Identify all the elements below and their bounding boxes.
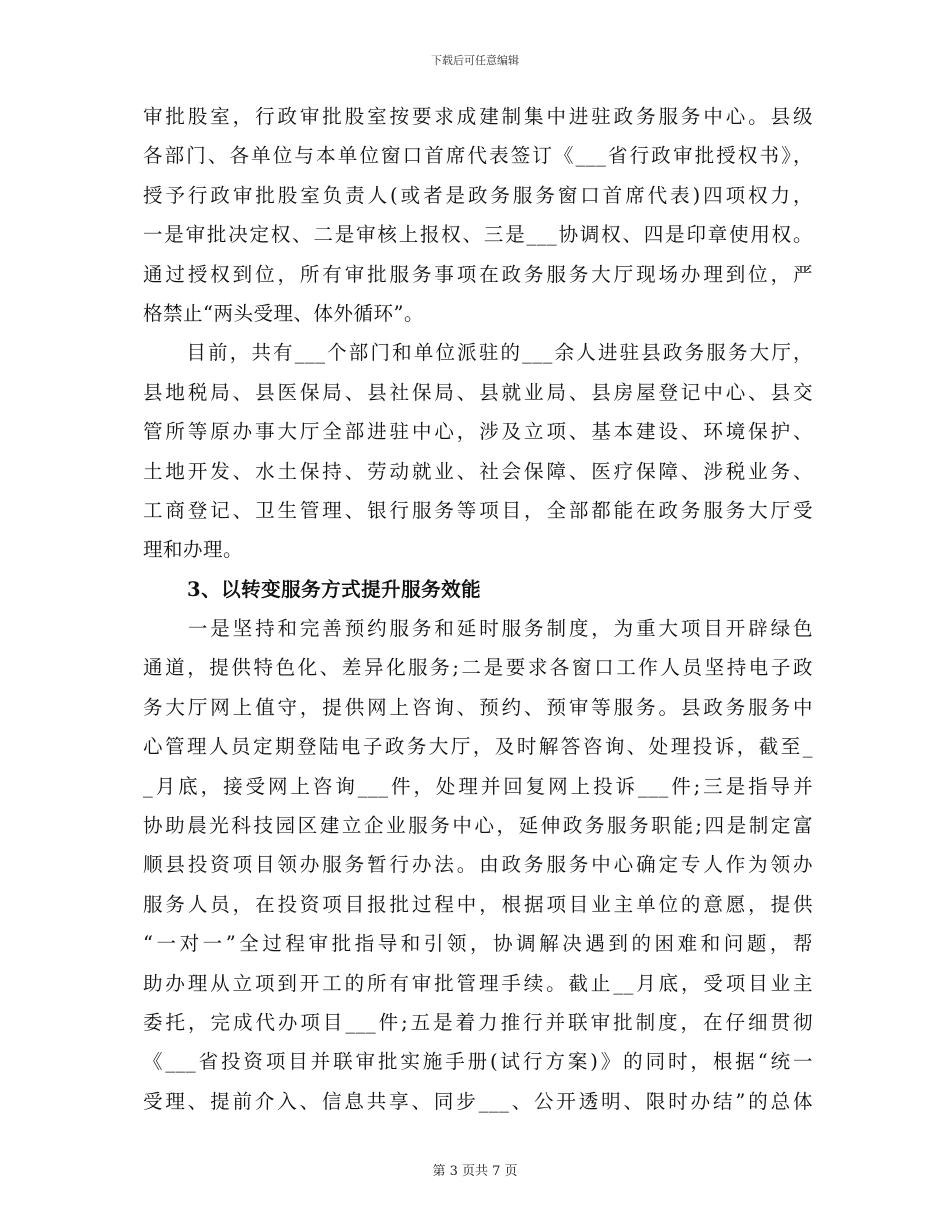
page-header: 下载后可任意编辑 [431, 54, 519, 67]
text-line: 管所等原办事大厅全部进驻中心，涉及立项、基本建设、环境保护、 [143, 420, 813, 444]
text-line: 工商登记、卫生管理、银行服务等项目，全部都能在政务服务大厅受 [143, 498, 813, 522]
text-line: _月底，接受网上咨询___件，处理并回复网上投诉___件;三是指导并 [143, 774, 813, 798]
text-line: 授予行政审批股室负责人(或者是政务服务窗口首席代表)四项权力， [143, 183, 813, 207]
text-line: 《___省投资项目并联审批实施手册(试行方案)》的同时，根据“统一 [143, 1050, 813, 1074]
page-footer: 第 3 页共 7 页 [432, 1164, 518, 1179]
text-line: 各部门、各单位与本单位窗口首席代表签订《___省行政审批授权书》， [143, 144, 813, 168]
text-line: 一是坚持和完善预约服务和延时服务制度，为重大项目开辟绿色 [143, 617, 813, 641]
text-line: 格禁止“两头受理、体外循环”。 [143, 301, 424, 325]
text-line: 土地开发、水土保持、劳动就业、社会保障、医疗保障、涉税业务、 [143, 459, 813, 483]
text-line: 务大厅网上值守，提供网上咨询、预约、预审等服务。县政务服务中 [143, 695, 813, 719]
text-line: 一是审批决定权、二是审核上报权、三是___协调权、四是印章使用权。 [143, 223, 813, 247]
text-line: 受理、提前介入、信息共享、同步___、公开透明、限时办结”的总体 [143, 1089, 813, 1113]
document-body [143, 97, 813, 1121]
text-line: 通过授权到位，所有审批服务事项在政务服务大厅现场办理到位，严 [143, 262, 813, 286]
text-line: 心管理人员定期登陆电子政务大厅，及时解答咨询、处理投诉，截至_ [143, 735, 813, 759]
text-line: 县地税局、县医保局、县社保局、县就业局、县房屋登记中心、县交 [143, 380, 813, 404]
text-line: 审批股室，行政审批股室按要求成建制集中进驻政务服务中心。县级 [143, 105, 813, 128]
text-line: 通道，提供特色化、差异化服务;二是要求各窗口工作人员坚持电子政 [143, 656, 813, 680]
text-line: 服务人员，在投资项目报批过程中，根据项目业主单位的意愿，提供 [143, 892, 813, 916]
text-line: 委托，完成代办项目___件;五是着力推行并联审批制度，在仔细贯彻 [143, 1010, 813, 1034]
text-line: 助办理从立项到开工的所有审批管理手续。截止__月底，受项目业主 [143, 971, 813, 995]
text-line: 协助晨光科技园区建立企业服务中心，延伸政务服务职能;四是制定富 [143, 814, 813, 838]
text-line: “一对一”全过程审批指导和引领，协调解决遇到的困难和问题，帮 [143, 932, 813, 956]
section-heading: 3、以转变服务方式提升服务效能 [187, 577, 482, 601]
text-line: 理和办理。 [143, 538, 244, 562]
text-line: 目前，共有___个部门和单位派驻的___余人进驻县政务服务大厅， [143, 341, 813, 365]
text-line: 顺县投资项目领办服务暂行办法。由政务服务中心确定专人作为领办 [143, 853, 813, 877]
